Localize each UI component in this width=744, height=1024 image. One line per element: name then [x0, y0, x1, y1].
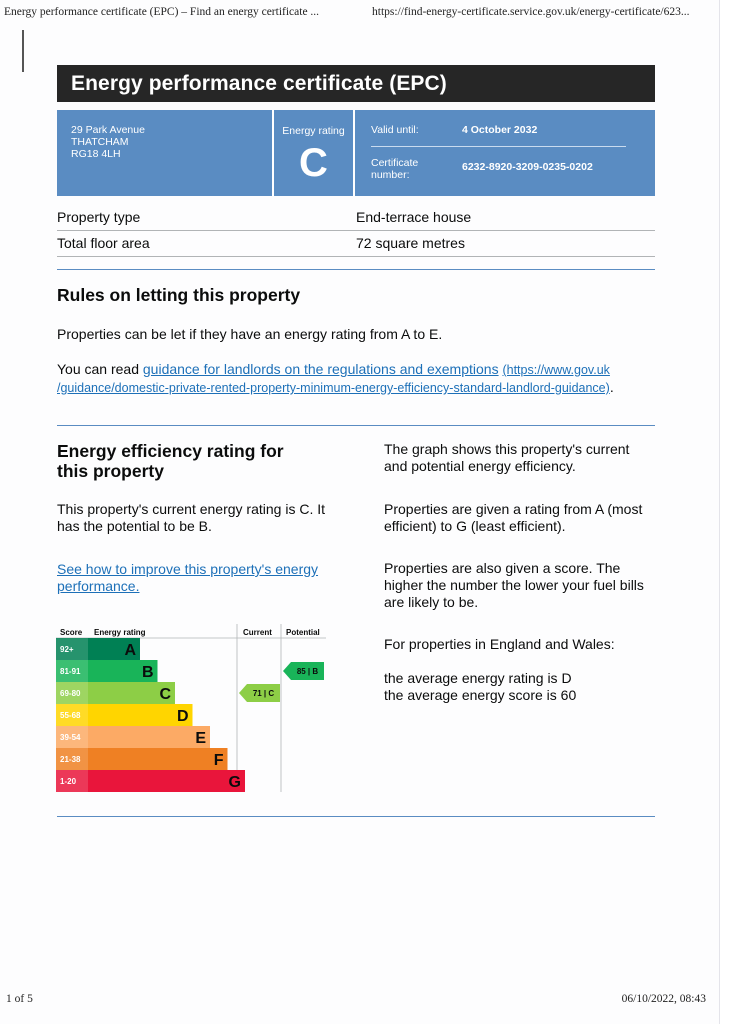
address-line-3: RG18 4LH — [71, 148, 121, 160]
rating-range-explanation — [384, 501, 642, 535]
valid-until-label: Valid until: — [371, 124, 419, 136]
band-score-label: 92+ — [60, 645, 74, 654]
current-rating-text — [57, 501, 325, 535]
energy-rating-graph — [56, 624, 328, 794]
graph-bands — [56, 638, 245, 792]
rules-guidance-paragraph — [57, 361, 657, 397]
improve-link-line-1[interactable]: See how to improve this property's energy — [57, 561, 319, 577]
graph-markers — [239, 662, 324, 702]
energy-rating-letter: C — [299, 141, 328, 185]
graph-rating-header: Energy rating — [94, 628, 146, 637]
band-bar-f — [88, 748, 228, 770]
rules-paragraph: Properties can be let if they have an energy rating from A to E. — [57, 326, 443, 342]
scan-mark — [22, 30, 24, 72]
band-letter: G — [228, 774, 241, 791]
graph-score-header: Score — [60, 628, 83, 637]
rating-range-line: Properties are given a rating from A (most — [384, 501, 643, 517]
floor-area-value: 72 square metres — [356, 235, 465, 251]
address-line-2: THATCHAM — [71, 136, 129, 148]
efficiency-heading-line-2: this property — [57, 461, 164, 481]
section-divider — [57, 816, 655, 817]
band-letter: B — [141, 664, 154, 681]
efficiency-heading-line-1: Energy efficiency rating for — [57, 441, 284, 461]
current-rating-line-1: This property's current energy rating is C. It — [57, 501, 325, 517]
floor-area-label: Total floor area — [57, 235, 150, 251]
landlord-guidance-link[interactable]: guidance for landlords on the regulations and exemptions — [142, 361, 499, 377]
print-header-url: https://find-energy-certificate.service.gov.uk/energy-certificate/623... — [372, 6, 690, 18]
band-letter: E — [195, 730, 206, 747]
score-explanation-line: higher the number the lower your fuel bills — [384, 577, 644, 593]
validity-panel — [357, 110, 655, 196]
average-score-text: the average energy score is 60 — [384, 687, 577, 703]
band-score-label: 55-68 — [60, 711, 81, 720]
band-letter: F — [213, 752, 224, 769]
score-explanation-line: are likely to be. — [384, 594, 479, 610]
rules-heading: Rules on letting this property — [57, 285, 301, 305]
valid-until-value: 4 October 2032 — [462, 124, 538, 136]
guidance-prefix: You can read — [57, 361, 143, 377]
graph-explanation-line: and potential energy efficiency. — [384, 458, 576, 474]
score-explanation-line: Properties are also given a score. The — [384, 560, 621, 576]
average-rating-text: the average energy rating is D — [384, 670, 572, 686]
property-address — [57, 110, 270, 196]
graph-explanation-line: The graph shows this property's current — [384, 441, 630, 457]
guidance-url-part-2[interactable]: /guidance/domestic-private-rented-property-minimum-energy-efficiency-standard-landlord-guidance) — [57, 381, 610, 395]
certificate-number-value: 6232-8920-3209-0235-0202 — [462, 161, 593, 173]
certificate-number-label: Certificate number: — [371, 157, 419, 181]
page-title: Energy performance certificate (EPC) — [57, 65, 655, 102]
current-rating-line-2: has the potential to be B. — [57, 518, 212, 534]
band-score-label: 1-20 — [60, 777, 77, 786]
band-score-label: 39-54 — [60, 733, 81, 742]
energy-rating-label: Energy rating — [282, 125, 345, 137]
property-type-row — [57, 205, 655, 231]
address-line-1: 29 Park Avenue — [71, 124, 145, 136]
band-bar-e — [88, 726, 210, 748]
guidance-suffix: . — [609, 379, 614, 395]
graph-potential-header: Potential — [286, 628, 320, 637]
print-header-title: Energy performance certificate (EPC) – Find an energy certificate ... — [4, 6, 320, 18]
band-letter: A — [124, 642, 136, 659]
score-explanation — [384, 560, 644, 611]
guidance-url-part-1[interactable]: (https://www.gov.uk — [502, 363, 610, 377]
rating-range-line: efficient) to G (least efficient). — [384, 518, 566, 534]
region-note: For properties in England and Wales: — [384, 636, 615, 652]
section-divider — [57, 269, 655, 270]
graph-explanation — [384, 441, 629, 475]
improve-performance-link[interactable] — [57, 561, 318, 595]
section-divider — [57, 425, 655, 426]
floor-area-row — [57, 231, 655, 257]
band-score-label: 69-80 — [60, 689, 81, 698]
band-score-label: 81-91 — [60, 667, 81, 676]
average-values — [384, 670, 576, 704]
current-rating-label: 71 | C — [252, 689, 275, 698]
property-summary-list — [57, 205, 655, 257]
efficiency-heading — [57, 441, 284, 481]
page-number: 1 of 5 — [6, 993, 33, 1005]
band-letter: C — [159, 686, 171, 703]
certificate-summary-box — [57, 110, 655, 196]
energy-rating-panel — [272, 110, 355, 196]
graph-current-header: Current — [243, 628, 272, 637]
print-timestamp: 06/10/2022, 08:43 — [621, 993, 706, 1005]
property-type-label: Property type — [57, 209, 141, 225]
band-score-label: 21-38 — [60, 755, 81, 764]
band-letter: D — [176, 708, 189, 725]
potential-rating-label: 85 | B — [296, 667, 319, 676]
improve-link-line-2[interactable]: performance. — [57, 578, 140, 594]
property-type-value: End-terrace house — [356, 209, 472, 225]
band-bar-g — [88, 770, 245, 792]
